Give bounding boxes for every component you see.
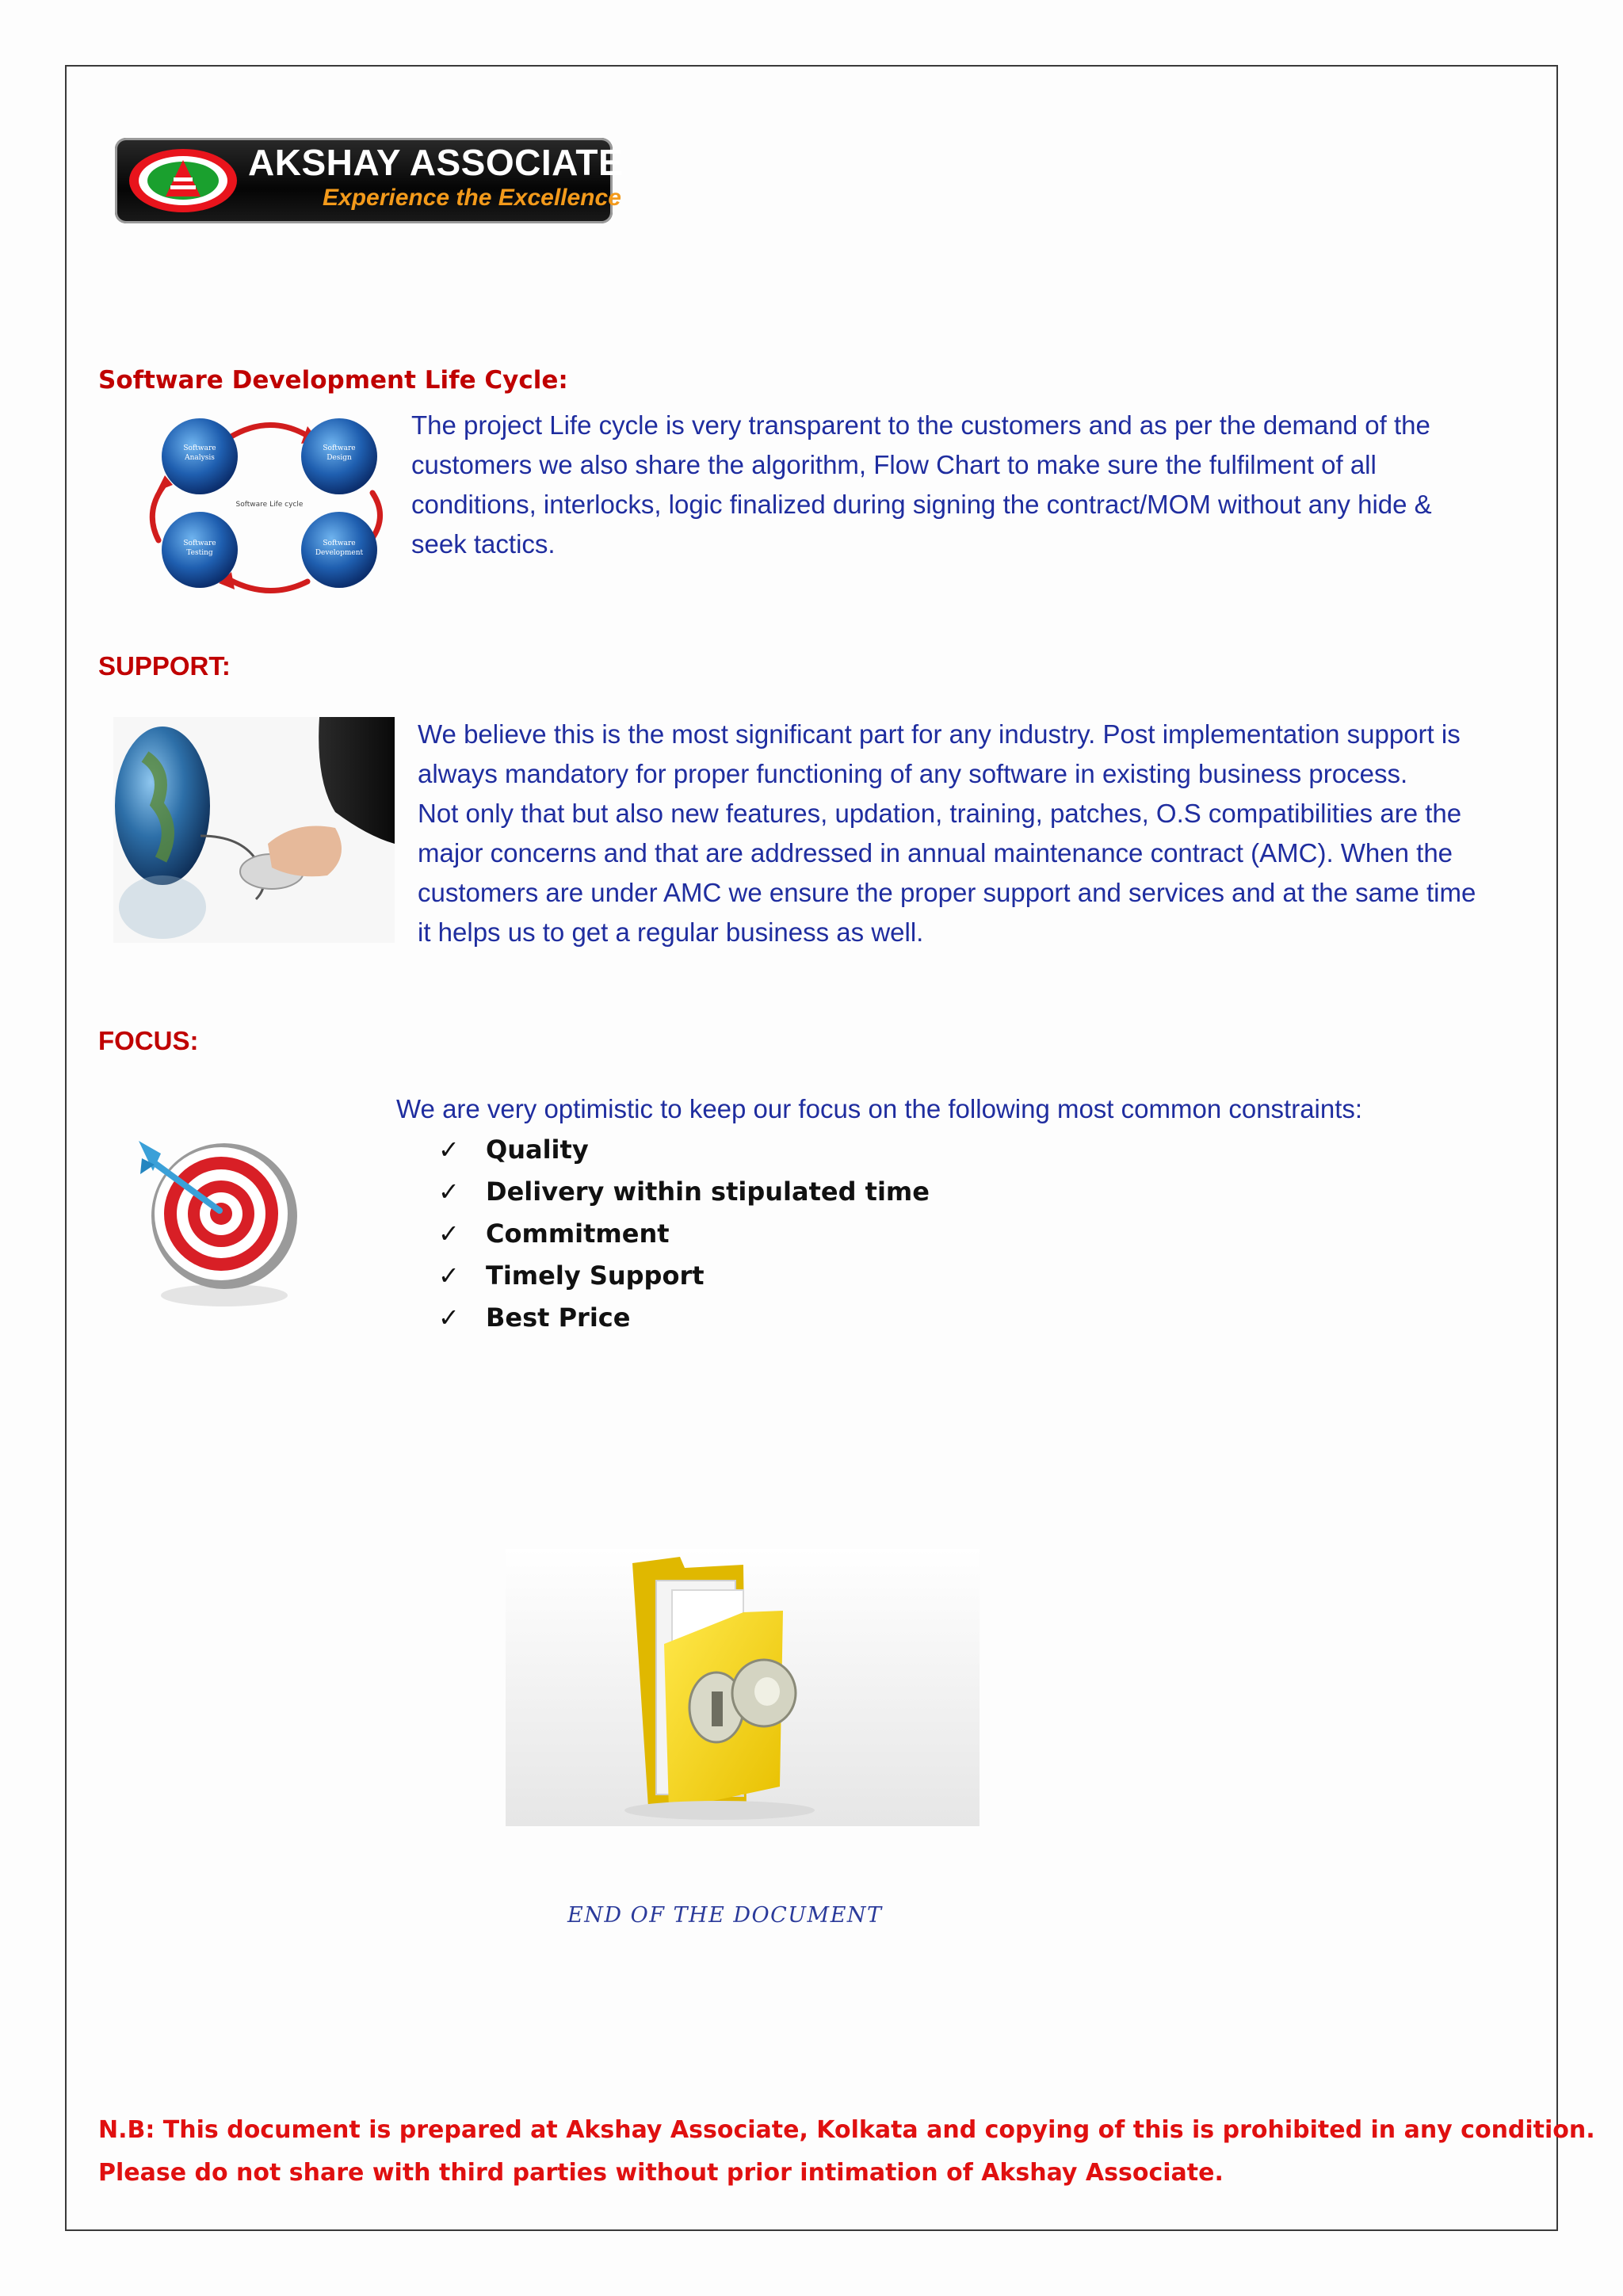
- support-globe-mouse-image: [113, 717, 395, 943]
- checkmark-icon: ✓: [438, 1302, 460, 1333]
- list-item: [438, 1171, 930, 1213]
- sdlc-node-label: Software: [183, 444, 216, 452]
- folder-key-image: [506, 1549, 980, 1826]
- support-paragraph-2: Not only that but also new features, updation, training, patches, O.S compatibilities are the major concerns and that are addressed in annual maintenance contract (AMC). When the customers are under AMC we ensure the proper support and services and at the same time it helps us to get a regular business as well.: [418, 799, 1476, 947]
- list-item: [438, 1213, 930, 1255]
- sdlc-node-label: Design: [327, 454, 352, 462]
- sdlc-heading: Software Development Life Cycle:: [98, 366, 568, 395]
- sdlc-description: The project Life cycle is very transparent to the customers and as per the demand of the customers we also share the algorithm, Flow Chart to make sure the fulfilment of all conditions, interlocks, logic finalized during signing the contract/MOM without any hide & seek tactics.: [411, 410, 1432, 559]
- checkmark-icon: ✓: [438, 1135, 460, 1165]
- sdlc-node-label: Testing: [186, 549, 213, 557]
- confidentiality-note: [98, 2109, 1595, 2195]
- sdlc-center-label: Software Life cycle: [235, 501, 304, 509]
- list-item: [438, 1297, 930, 1339]
- focus-intro: We are very optimistic to keep our focus on the following most common constraints:: [396, 1094, 1363, 1123]
- company-logo: [115, 138, 624, 223]
- support-description: [418, 715, 1491, 952]
- focus-checklist: [438, 1129, 930, 1339]
- logo-tagline: Experience the Excellence: [323, 185, 621, 211]
- list-item-label: Delivery within stipulated time: [486, 1177, 930, 1207]
- note-line-2: Please do not share with third parties without prior intimation of Akshay Associate.: [98, 2159, 1224, 2187]
- sdlc-node-label: Software: [323, 540, 356, 547]
- sdlc-node-label: Software: [183, 540, 216, 547]
- support-heading: SUPPORT:: [98, 651, 231, 681]
- end-of-document-text: END OF THE DOCUMENT: [567, 1903, 883, 1928]
- sdlc-node-label: Analysis: [185, 454, 215, 462]
- focus-heading: FOCUS:: [98, 1026, 199, 1055]
- checkmark-icon: ✓: [438, 1177, 460, 1207]
- logo-company-name: AKSHAY ASSOCIATE: [248, 142, 624, 183]
- logo-emblem-icon: [128, 147, 239, 214]
- list-item-label: Quality: [486, 1135, 589, 1165]
- note-line-1: N.B: This document is prepared at Akshay Associate, Kolkata and copying of this is prohibited in any condition.: [98, 2116, 1595, 2144]
- sdlc-node-label: Software: [323, 444, 356, 452]
- sdlc-cycle-diagram: [135, 414, 404, 596]
- list-item: [438, 1255, 930, 1297]
- sdlc-node-label: Development: [315, 549, 364, 557]
- list-item-label: Commitment: [486, 1219, 670, 1249]
- checkmark-icon: ✓: [438, 1261, 460, 1291]
- focus-target-dart-image: [123, 1125, 321, 1323]
- support-paragraph-1: We believe this is the most significant part for any industry. Post implementation support is always mandatory for proper functioning of any software in existing business process.: [418, 719, 1461, 788]
- list-item-label: Timely Support: [486, 1261, 705, 1291]
- list-item: [438, 1129, 930, 1171]
- list-item-label: Best Price: [486, 1302, 631, 1333]
- checkmark-icon: ✓: [438, 1219, 460, 1249]
